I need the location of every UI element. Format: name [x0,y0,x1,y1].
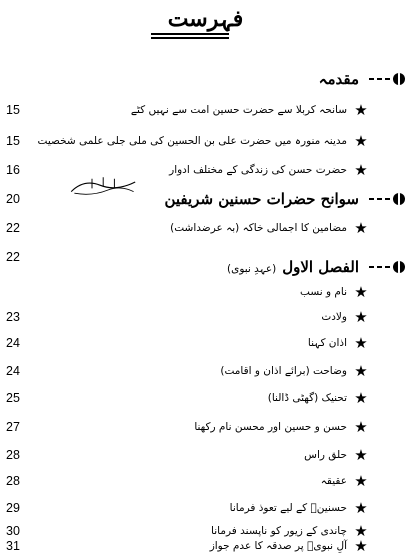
page-number: 31 [6,539,20,553]
entry-text: حضرت حسن کی زندگی کے مختلف ادوار [169,164,347,176]
list-item [0,360,411,382]
list-item [0,387,411,409]
entry-text: تحنیک (گھٹی ڈالنا) [267,392,347,404]
entry-text: چاندی کے زیور کو ناپسند فرمانا [211,525,347,537]
title-underline-second [151,37,229,39]
list-item [0,416,411,438]
section-heading-text [227,254,359,282]
bullet-marker-icon [367,193,405,205]
list-item [0,281,411,303]
section-heading-text: سوانح حضرات حسنین شریفین [164,190,359,208]
star-bullet-icon: ★ [354,418,368,436]
entry-text: حسن و حسین اور محسن نام رکھنا [194,421,347,433]
section-heading-muqaddama [205,66,405,92]
page-number: 22 [6,221,20,235]
star-bullet-icon: ★ [354,308,368,326]
honorific-calligraphy-icon [61,174,147,198]
entry-text: وضاحت (برائے اذان و اقامت) [220,365,347,377]
entry-text: مضامین کا اجمالی خاکہ (بہ عرضداشت) [170,222,347,234]
page-number: 24 [6,336,20,350]
star-bullet-icon: ★ [354,537,368,555]
bullet-marker-icon [367,73,405,85]
list-item [0,306,411,328]
heading-note: (عہدِ نبوی) [227,263,277,275]
page-number: 15 [6,134,20,148]
list-item [0,497,411,519]
page-number: 15 [6,103,20,117]
list-item [0,217,411,239]
entry-text: نام و نسب [300,286,347,298]
star-bullet-icon: ★ [354,499,368,517]
page-number: 23 [6,310,20,324]
section-heading-fasl-awwal [145,254,405,280]
star-bullet-icon: ★ [354,132,368,150]
star-bullet-icon: ★ [354,101,368,119]
page-number: 27 [6,420,20,434]
page-number: 28 [6,448,20,462]
star-bullet-icon: ★ [354,219,368,237]
page-number: 24 [6,364,20,378]
entry-text: حسنینؓ کے لیے تعوذ فرمانا [229,502,347,514]
entry-text: عقیقہ [320,475,347,487]
star-bullet-icon: ★ [354,334,368,352]
title-underline [151,33,229,35]
star-bullet-icon: ★ [354,522,368,540]
page-number: 30 [6,524,20,538]
entry-text: سانحہ کربلا سے حضرت حسین امت سے نہیں کٹے [130,104,347,116]
list-item [0,99,411,121]
entry-text: ولادت [321,311,347,323]
star-bullet-icon: ★ [354,472,368,490]
page-number: 29 [6,501,20,515]
list-item [0,538,411,555]
page-number: 16 [6,163,20,177]
list-item [0,130,411,152]
entry-text: مدینہ منورہ میں حضرت علی بن الحسین کی ملی جلی علمی شخصیت [37,135,347,147]
star-bullet-icon: ★ [354,362,368,380]
page-title: فہرست [167,6,244,32]
page-number: 25 [6,391,20,405]
heading-main: الفصل الاول [282,258,359,276]
page-number: 20 [6,192,20,206]
bullet-marker-icon [367,261,405,273]
star-bullet-icon: ★ [354,283,368,301]
list-item [0,470,411,492]
list-item [0,444,411,466]
entry-text: آلِ نبویؐ پر صدقہ کا عدم جواز [209,540,347,552]
entry-text: حلق راس [304,449,347,461]
star-bullet-icon: ★ [354,446,368,464]
page-number: 22 [6,250,20,264]
section-heading-text: مقدمہ [318,70,359,88]
entry-text: اذان کہنا [307,337,347,349]
list-item [0,332,411,354]
star-bullet-icon: ★ [354,389,368,407]
page-number: 28 [6,474,20,488]
star-bullet-icon: ★ [354,161,368,179]
